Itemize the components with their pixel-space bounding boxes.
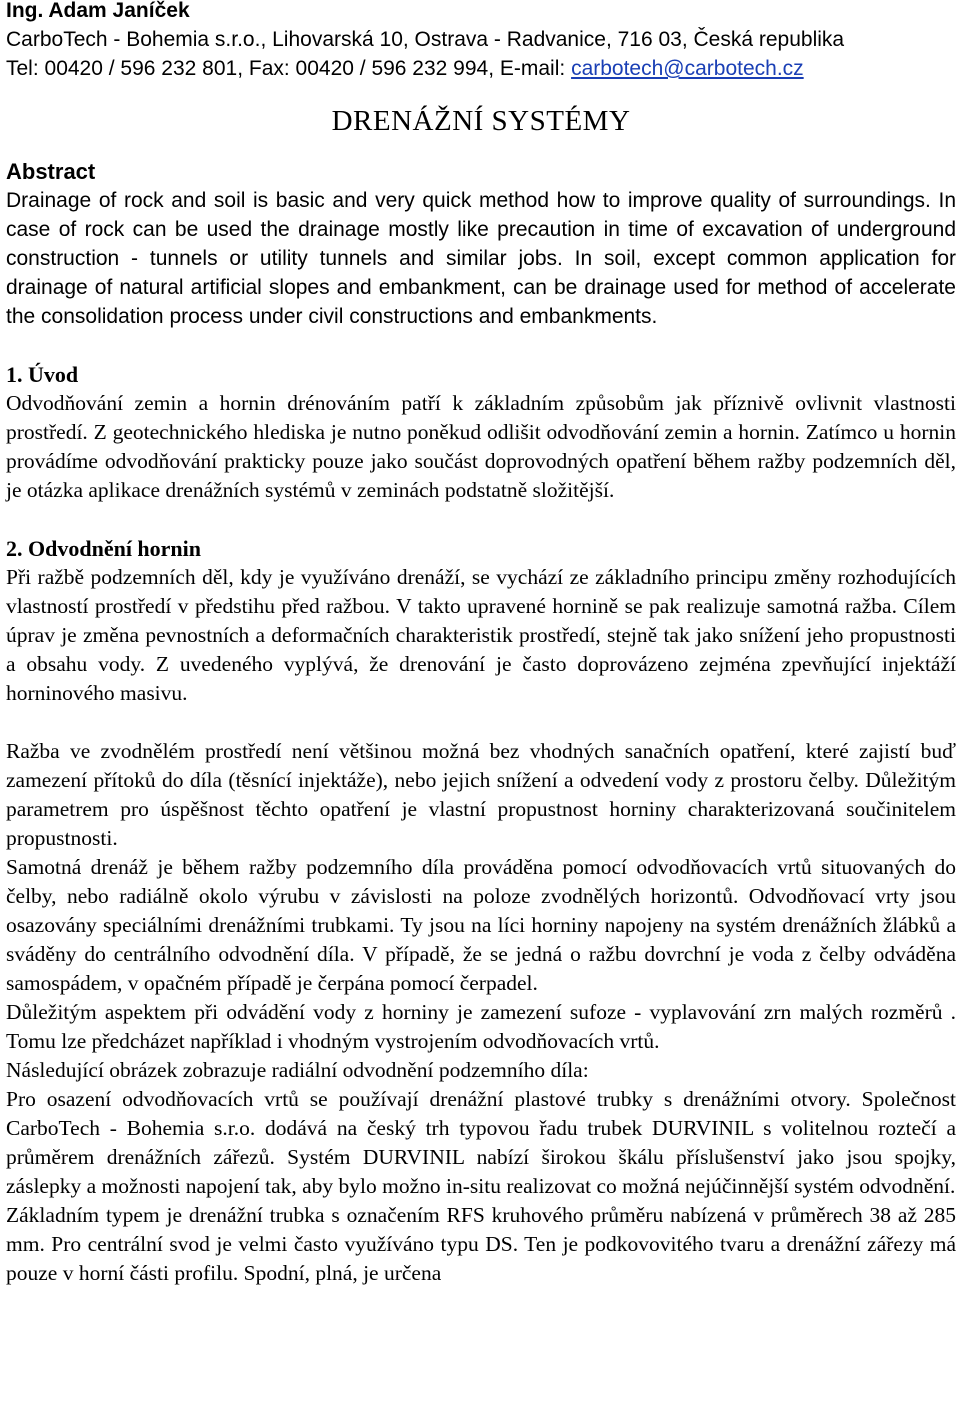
- section-2-paragraph: Pro osazení odvodňovacích vrtů se používají drenážní plastové trubky s drenážními otvory. Společnost CarboTech - Bohemia s.r.o. dodává na český trh typovou řadu trubek DURVINIL s volitelnou roztečí a průměrem drenážních zářezů. Systém DURVINIL nabízí širokou škálu příslušenství jako jsou spojky, záslepky a možnosti napojení tak, aby bylo možno in-situ realizovat co možná nejúčinnější systém odvodnění.: [6, 1087, 956, 1198]
- section-1-heading: [6, 360, 956, 389]
- section-2-paragraph: Následující obrázek zobrazuje radiální odvodnění podzemního díla:: [6, 1058, 589, 1082]
- abstract-heading: Abstract: [6, 159, 96, 184]
- section-1-text: Odvodňování zemin a hornin drénováním patří k základním způsobům jak příznivě ovlivnit vlastnosti prostředí. Z geotechnického hlediska je nutno poněkud odlišit odvodňování zemin a hornin. Zatímco u hornin provádíme odvodňování prakticky pouze jako součást doprovodných opatření během ražby podzemních děl, je otázka aplikace drenážních systémů v zeminách podstatně složitější.: [6, 391, 956, 502]
- section-2-paragraph: Ražba ve zvodnělém prostředí není většinou možná bez vhodných sanačních opatření, které zajistí buď zamezení přítoků do díla (těsnící injektáže), nebo jejich snížení a odvedení vody z prostoru čelby. Důležitým parametrem pro úspěšnost těchto opatření je vlastní propustnost horniny charakterizovaná součinitelem propustnosti.: [6, 739, 956, 850]
- email-link[interactable]: carbotech@carbotech.cz: [571, 57, 804, 80]
- section-2-paragraph: Při ražbě podzemních děl, kdy je využíváno drenáží, se vychází ze základního principu změny rozhodujících vlastností prostředí v předstihu před ražbou. V takto upravené hornině se pak realizuje samotná ražba. Cílem úprav je změna pevnostních a deformačních charakteristik prostředí, stejně tak jako snížení jeho propustnosti a obsahu vody. Z uvedeného vyplývá, že drenování je často doprovázeno zejména zpevňující injektáží horninového masivu.: [6, 565, 956, 705]
- section-1-title: Úvod: [28, 362, 79, 387]
- section-2-paragraph: Důležitým aspektem při odvádění vody z horniny je zamezení sufoze - vyplavování zrn malých rozměrů . Tomu lze předcházet například i vhodným vystrojením odvodňovacích vrtů.: [6, 1000, 956, 1053]
- section-2-number: 2.: [6, 536, 23, 561]
- author-name: Ing. Adam Janíček: [6, 0, 190, 22]
- section-2-title: Odvodnění hornin: [28, 536, 202, 561]
- abstract-text: Drainage of rock and soil is basic and very quick method how to improve quality of surroundings. In case of rock can be used the drainage mostly like precaution in time of excavation of underground construction - tunnels or utility tunnels and similar jobs. In soil, except common application for drainage of natural artificial slopes and embankment, can be drainage used for method of accelerate the consolidation process under civil constructions and embankments.: [6, 189, 956, 328]
- contact-line: [6, 54, 956, 83]
- paragraph-spacer: [6, 708, 956, 737]
- document-title: DRENÁŽNÍ SYSTÉMY: [331, 105, 631, 137]
- company-address: CarboTech - Bohemia s.r.o., Lihovarská 10, Ostrava - Radvanice, 716 03, Česká republika: [6, 28, 845, 51]
- document-page: [6, 0, 956, 1288]
- section-1-number: 1.: [6, 362, 23, 387]
- section-2-paragraph: Základním typem je drenážní trubka s označením RFS kruhového průměru nabízená v průměrech 38 až 285 mm. Pro centrální svod je velmi často využíváno typu DS. Ten je podkovovitého tvaru a drenážní zářezy má pouze v horní části profilu. Spodní, plná, je určena: [6, 1203, 956, 1285]
- section-2-paragraph: Samotná drenáž je během ražby podzemního díla prováděna pomocí odvodňovacích vrtů situovaných do čelby, nebo radiálně okolo výrubu v závislosti na poloze zvodnělých horizontů. Odvodňovací vrty jsou osazovány speciálními drenážními trubkami. Ty jsou na líci horniny napojeny na systém drenážních žlábků a sváděny do centrálního odvodnění díla. V případě, že se jedná o ražbu dovrchní je voda z čelby odváděna samospádem, v opačném případě je čerpána pomocí čerpadel.: [6, 855, 956, 995]
- contact-prefix: Tel: 00420 / 596 232 801, Fax: 00420 / 596 232 994, E-mail:: [6, 57, 572, 80]
- section-2-heading: [6, 534, 956, 563]
